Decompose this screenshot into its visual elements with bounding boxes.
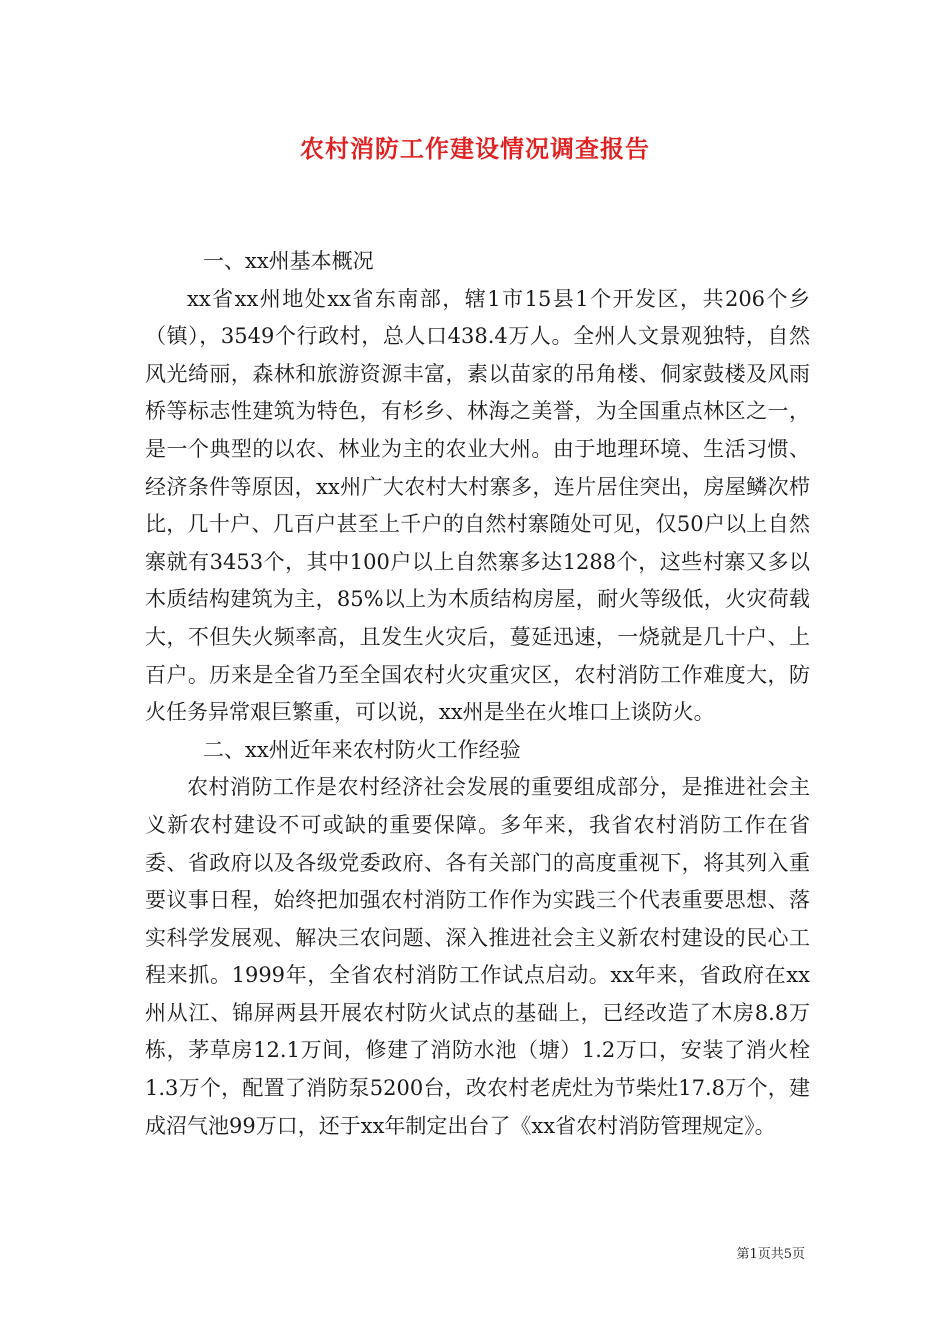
section-paragraph-1: xx省xx州地处xx省东南部，辖1市15县1个开发区，共206个乡（镇），3549个行政村，总人口438.4万人。全州人文景观独特，自然风光绮丽，森林和旅游资源丰富，素以苗家的吊角楼、侗家鼓楼及风雨桥等标志性建筑为特色，有杉乡、林海之美誉，为全国重点林区之一，是一个典型的以农、林业为主的农业大州。由于地理环境、生活习惯、经济条件等原因，xx州广大农村大村寨多，连片居住突出，房屋鳞次栉比，几十户、几百户甚至上千户的自然村寨随处可见，仅50户以上自然寨就有3453个，其中100户以上自然寨多达1288个，这些村寨又多以木质结构建筑为主，85%以上为木质结构房屋，耐火等级低，火灾荷载大，不但失火频率高，且发生火灾后，蔓延迅速，一烧就是几十户、上百户。历来是全省乃至全国农村火灾重灾区，农村消防工作难度大，防火任务异常艰巨繁重，可以说，xx州是坐在火堆口上谈防火。 [145, 286, 810, 725]
section-heading-2: 二、xx州近年来农村防火工作经验 [203, 737, 521, 762]
page-number-label: 第1页共5页 [736, 1247, 805, 1262]
document-body [145, 243, 810, 1145]
section-paragraph-2: 农村消防工作是农村经济社会发展的重要组成部分，是推进社会主义新农村建设不可或缺的重要保障。多年来，我省农村消防工作在省委、省政府以及各级党委政府、各有关部门的高度重视下，将其列入重要议事日程，始终把加强农村消防工作作为实践三个代表重要思想、落实科学发展观、解决三农问题、深入推进社会主义新农村建设的民心工程来抓。1999年，全省农村消防工作试点启动。xx年来，省政府在xx州从江、锦屏两县开展农村防火试点的基础上，已经改造了木房8.8万栋，茅草房12.1万间，修建了消防水池（塘）1.2万口，安装了消火栓1.3万个，配置了消防泵5200台，改农村老虎灶为节柴灶17.8万个，建成沼气池99万口，还于xx年制定出台了《xx省农村消防管理规定》。 [145, 775, 810, 1138]
page-title: 农村消防工作建设情况调查报告 [300, 134, 650, 163]
section-heading-1: 一、xx州基本概况 [203, 249, 374, 273]
page-footer [736, 1246, 805, 1264]
